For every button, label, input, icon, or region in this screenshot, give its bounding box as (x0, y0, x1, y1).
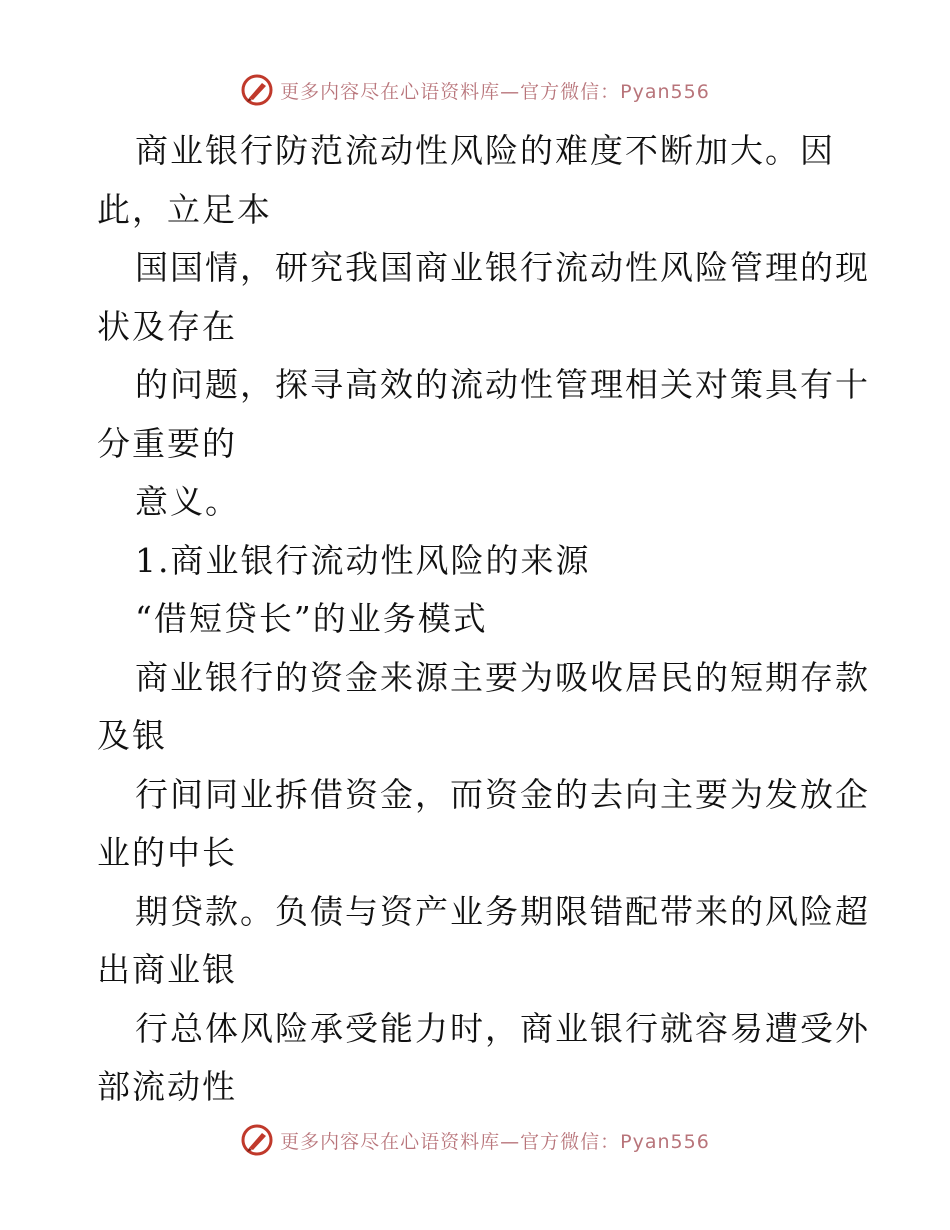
text-line: 商业银行的资金来源主要为吸收居民的短期存款 (135, 657, 870, 697)
text-line: 国国情，研究我国商业银行流动性风险管理的现 (135, 248, 870, 287)
text-line: 部流动性 (97, 1067, 237, 1106)
document-body (97, 122, 870, 1117)
text-line: 的问题，探寻高效的流动性管理相关对策具有十 (135, 365, 870, 404)
footer-banner (0, 1120, 950, 1160)
text-line: 意义。 (135, 482, 240, 521)
banner-text: 更多内容尽在心语资料库—官方微信：Pyan556 (280, 80, 710, 103)
banner-text: 更多内容尽在心语资料库—官方微信：Pyan556 (280, 1130, 710, 1153)
pen-logo-icon (240, 73, 274, 107)
text-line: 行总体风险承受能力时，商业银行就容易遭受外 (135, 1008, 870, 1048)
pen-logo-icon (240, 1123, 274, 1157)
text-line: 分重要的 (97, 423, 237, 463)
text-line: 行间同业拆借资金，而资金的去向主要为发放企 (135, 774, 870, 814)
text-line: “借短贷长”的业务模式 (135, 599, 488, 638)
header-banner (0, 70, 950, 110)
text-line: 1.商业银行流动性风险的来源 (135, 540, 591, 580)
text-line: 期贷款。负债与资产业务期限错配带来的风险超 (135, 891, 870, 931)
text-line: 状及存在 (97, 306, 237, 346)
text-line: 商业银行防范流动性风险的难度不断加大。因 (135, 131, 835, 170)
text-line: 业的中长 (97, 833, 237, 872)
text-line: 此，立足本 (97, 189, 272, 229)
text-line: 出商业银 (97, 950, 237, 989)
text-line: 及银 (97, 716, 167, 755)
